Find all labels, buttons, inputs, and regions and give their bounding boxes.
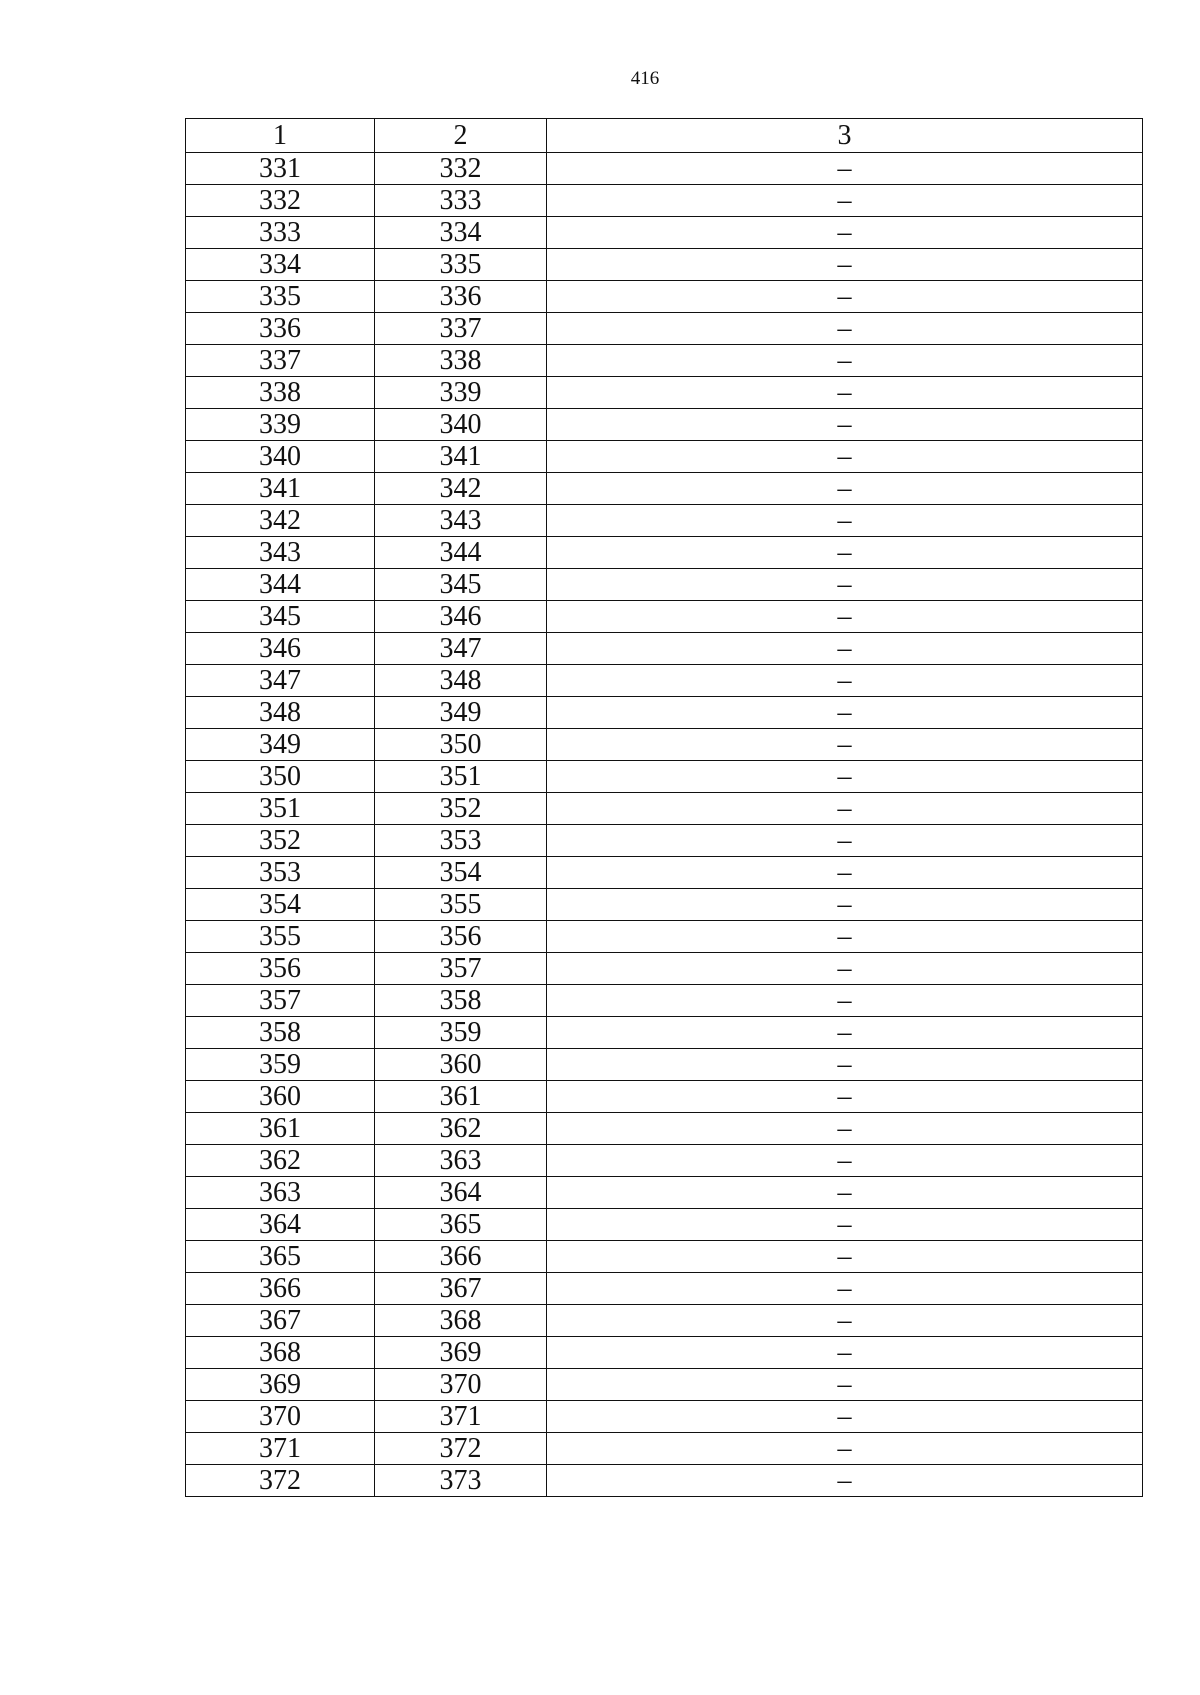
table-row <box>186 729 1143 761</box>
table-cell: 347 <box>186 665 375 697</box>
table-cell: 371 <box>375 1401 547 1433</box>
table-cell: – <box>547 1305 1143 1337</box>
table-cell: 360 <box>186 1081 375 1113</box>
table-row <box>186 153 1143 185</box>
column-header: 3 <box>547 119 1143 153</box>
table-cell: 351 <box>375 761 547 793</box>
table-row <box>186 345 1143 377</box>
table-cell: – <box>547 825 1143 857</box>
table-row <box>186 1465 1143 1497</box>
table-cell: 350 <box>186 761 375 793</box>
table-cell: 346 <box>375 601 547 633</box>
table-row <box>186 377 1143 409</box>
table-cell: 355 <box>186 921 375 953</box>
table-cell: 337 <box>186 345 375 377</box>
table-cell: – <box>547 601 1143 633</box>
table-cell: 344 <box>186 569 375 601</box>
table-cell: 333 <box>186 217 375 249</box>
table-cell: 345 <box>375 569 547 601</box>
table-cell: – <box>547 473 1143 505</box>
table-cell: – <box>547 409 1143 441</box>
table-cell: 363 <box>375 1145 547 1177</box>
table-cell: 363 <box>186 1177 375 1209</box>
table-cell: – <box>547 1273 1143 1305</box>
table-cell: 367 <box>375 1273 547 1305</box>
table-cell: 364 <box>186 1209 375 1241</box>
table-row <box>186 569 1143 601</box>
table-header-row <box>186 119 1143 153</box>
table-row <box>186 409 1143 441</box>
table-cell: 338 <box>375 345 547 377</box>
table-cell: 332 <box>186 185 375 217</box>
table-cell: – <box>547 857 1143 889</box>
table-cell: 342 <box>186 505 375 537</box>
table-cell: 349 <box>186 729 375 761</box>
table-cell: – <box>547 441 1143 473</box>
table-cell: – <box>547 1049 1143 1081</box>
table-cell: 336 <box>186 313 375 345</box>
table-cell: 365 <box>375 1209 547 1241</box>
table-cell: 340 <box>375 409 547 441</box>
table-cell: – <box>547 1081 1143 1113</box>
table-cell: 372 <box>375 1433 547 1465</box>
table-cell: 369 <box>375 1337 547 1369</box>
table-row <box>186 1241 1143 1273</box>
table-row <box>186 1273 1143 1305</box>
table-cell: 334 <box>375 217 547 249</box>
table-cell: – <box>547 1145 1143 1177</box>
table-cell: – <box>547 1401 1143 1433</box>
table-row <box>186 505 1143 537</box>
table-cell: – <box>547 1113 1143 1145</box>
table-cell: 346 <box>186 633 375 665</box>
table-row <box>186 281 1143 313</box>
table-cell: 361 <box>186 1113 375 1145</box>
table-row <box>186 185 1143 217</box>
table-cell: – <box>547 1433 1143 1465</box>
table-cell: – <box>547 153 1143 185</box>
table-cell: 370 <box>186 1401 375 1433</box>
table-cell: – <box>547 345 1143 377</box>
table-cell: 333 <box>375 185 547 217</box>
table-cell: 348 <box>186 697 375 729</box>
table-row <box>186 889 1143 921</box>
table-cell: 352 <box>186 825 375 857</box>
table-cell: – <box>547 1369 1143 1401</box>
table-cell: 351 <box>186 793 375 825</box>
table-cell: 373 <box>375 1465 547 1497</box>
table-cell: 370 <box>375 1369 547 1401</box>
table-cell: – <box>547 1209 1143 1241</box>
table-cell: – <box>547 889 1143 921</box>
table-cell: 354 <box>375 857 547 889</box>
table-row <box>186 1305 1143 1337</box>
table-cell: – <box>547 953 1143 985</box>
table-cell: 347 <box>375 633 547 665</box>
table-row <box>186 1209 1143 1241</box>
table-cell: 341 <box>186 473 375 505</box>
table-cell: – <box>547 377 1143 409</box>
table-cell: 355 <box>375 889 547 921</box>
table-cell: 353 <box>186 857 375 889</box>
table-row <box>186 633 1143 665</box>
table-cell: – <box>547 569 1143 601</box>
table-cell: 342 <box>375 473 547 505</box>
data-table-container <box>185 118 1142 1497</box>
table-cell: 368 <box>375 1305 547 1337</box>
table-row <box>186 825 1143 857</box>
table-cell: 359 <box>186 1049 375 1081</box>
table-cell: – <box>547 249 1143 281</box>
table-cell: – <box>547 313 1143 345</box>
table-cell: 350 <box>375 729 547 761</box>
table-cell: 339 <box>186 409 375 441</box>
table-row <box>186 1369 1143 1401</box>
table-cell: 357 <box>375 953 547 985</box>
table-cell: – <box>547 1017 1143 1049</box>
table-cell: – <box>547 537 1143 569</box>
table-cell: 358 <box>375 985 547 1017</box>
table-cell: 352 <box>375 793 547 825</box>
table-row <box>186 697 1143 729</box>
table-row <box>186 217 1143 249</box>
table-cell: 340 <box>186 441 375 473</box>
table-cell: 335 <box>186 281 375 313</box>
table-cell: 341 <box>375 441 547 473</box>
table-cell: – <box>547 633 1143 665</box>
page-number: 416 <box>630 68 660 89</box>
table-cell: – <box>547 505 1143 537</box>
table-cell: 335 <box>375 249 547 281</box>
table-cell: – <box>547 217 1143 249</box>
table-row <box>186 793 1143 825</box>
table-cell: 339 <box>375 377 547 409</box>
table-cell: – <box>547 697 1143 729</box>
table-row <box>186 1113 1143 1145</box>
table-cell: 361 <box>375 1081 547 1113</box>
table-cell: 367 <box>186 1305 375 1337</box>
table-cell: 362 <box>186 1145 375 1177</box>
data-table <box>185 118 1143 1497</box>
table-cell: 334 <box>186 249 375 281</box>
table-cell: 369 <box>186 1369 375 1401</box>
table-cell: – <box>547 761 1143 793</box>
table-cell: – <box>547 185 1143 217</box>
table-cell: – <box>547 1177 1143 1209</box>
table-row <box>186 1049 1143 1081</box>
table-cell: 348 <box>375 665 547 697</box>
table-cell: – <box>547 281 1143 313</box>
table-cell: 354 <box>186 889 375 921</box>
table-cell: 358 <box>186 1017 375 1049</box>
table-cell: – <box>547 665 1143 697</box>
table-row <box>186 1177 1143 1209</box>
table-cell: 364 <box>375 1177 547 1209</box>
table-row <box>186 1081 1143 1113</box>
table-row <box>186 1401 1143 1433</box>
table-row <box>186 473 1143 505</box>
table-row <box>186 857 1143 889</box>
table-cell: 368 <box>186 1337 375 1369</box>
table-cell: 366 <box>375 1241 547 1273</box>
table-cell: 349 <box>375 697 547 729</box>
table-cell: 344 <box>375 537 547 569</box>
column-header: 1 <box>186 119 375 153</box>
table-row <box>186 761 1143 793</box>
table-row <box>186 953 1143 985</box>
table-cell: 356 <box>375 921 547 953</box>
table-cell: – <box>547 921 1143 953</box>
table-cell: 359 <box>375 1017 547 1049</box>
table-body <box>186 153 1143 1497</box>
table-cell: – <box>547 793 1143 825</box>
table-cell: 343 <box>375 505 547 537</box>
column-header: 2 <box>375 119 547 153</box>
table-row <box>186 1433 1143 1465</box>
table-cell: – <box>547 1241 1143 1273</box>
table-cell: 371 <box>186 1433 375 1465</box>
table-cell: 337 <box>375 313 547 345</box>
table-cell: 356 <box>186 953 375 985</box>
table-cell: 372 <box>186 1465 375 1497</box>
table-row <box>186 1145 1143 1177</box>
table-row <box>186 441 1143 473</box>
table-cell: 331 <box>186 153 375 185</box>
table-cell: – <box>547 1337 1143 1369</box>
table-cell: – <box>547 985 1143 1017</box>
table-cell: 345 <box>186 601 375 633</box>
table-row <box>186 1017 1143 1049</box>
table-cell: 338 <box>186 377 375 409</box>
table-cell: 336 <box>375 281 547 313</box>
table-cell: 353 <box>375 825 547 857</box>
table-cell: – <box>547 729 1143 761</box>
table-row <box>186 601 1143 633</box>
table-cell: 366 <box>186 1273 375 1305</box>
table-row <box>186 1337 1143 1369</box>
table-row <box>186 985 1143 1017</box>
table-cell: 360 <box>375 1049 547 1081</box>
table-cell: 343 <box>186 537 375 569</box>
table-row <box>186 665 1143 697</box>
table-cell: – <box>547 1465 1143 1497</box>
table-cell: 357 <box>186 985 375 1017</box>
table-cell: 365 <box>186 1241 375 1273</box>
table-row <box>186 921 1143 953</box>
table-row <box>186 313 1143 345</box>
table-cell: 332 <box>375 153 547 185</box>
table-cell: 362 <box>375 1113 547 1145</box>
table-row <box>186 537 1143 569</box>
table-row <box>186 249 1143 281</box>
